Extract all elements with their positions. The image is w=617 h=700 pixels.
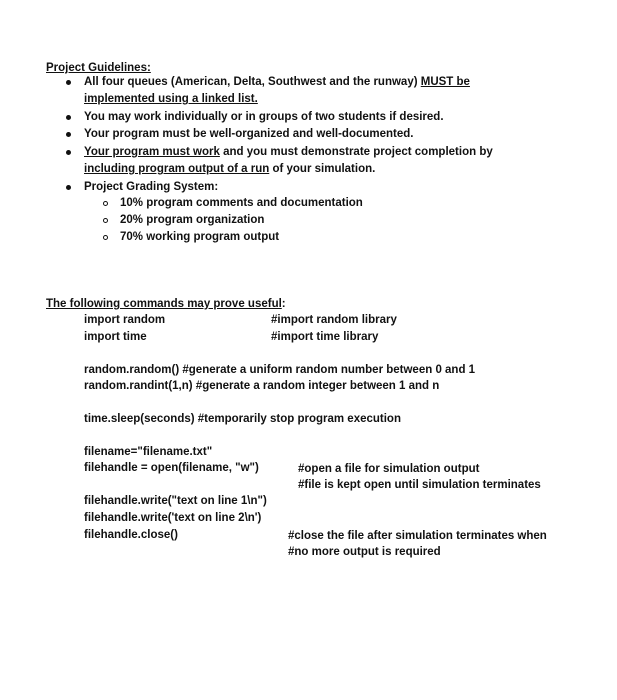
write-line-1: filehandle.write("text on line 1\n") bbox=[84, 495, 267, 507]
import-random-code: import random bbox=[84, 314, 166, 326]
bullet-3: Your program must be well-organized and well-documented. bbox=[84, 128, 414, 140]
bullet-marker bbox=[66, 132, 71, 137]
commands-heading-suffix: : bbox=[281, 298, 286, 310]
open-code: filehandle = open(filename, "w") bbox=[84, 462, 259, 474]
close-comment-2: #no more output is required bbox=[288, 546, 441, 558]
bullet-4-text-2: of your simulation. bbox=[269, 163, 376, 175]
bullet-1-line-1 bbox=[84, 75, 470, 89]
bullet-4-line-1 bbox=[84, 145, 493, 159]
bullet-5: Project Grading System: bbox=[84, 181, 219, 193]
grading-item-3: 70% working program output bbox=[120, 231, 280, 243]
guidelines-heading: Project Guidelines: bbox=[46, 62, 151, 74]
random-random-line: random.random() #generate a uniform random number between 0 and 1 bbox=[84, 364, 476, 376]
import-time-comment: #import time library bbox=[271, 331, 379, 343]
bullet-2: You may work individually or in groups of two students if desired. bbox=[84, 111, 444, 123]
import-time-code: import time bbox=[84, 331, 147, 343]
bullet-marker bbox=[66, 80, 71, 85]
commands-heading-line bbox=[46, 297, 286, 311]
random-randint-line: random.randint(1,n) #generate a random integer between 1 and n bbox=[84, 380, 440, 392]
close-comment-1: #close the file after simulation terminates when bbox=[288, 530, 547, 542]
bullet-4-emphasis-2: including program output of a run bbox=[84, 163, 270, 175]
sub-bullet-marker bbox=[103, 218, 108, 223]
commands-heading: The following commands may prove useful bbox=[46, 298, 282, 310]
bullet-4-line-2 bbox=[84, 162, 375, 176]
bullet-1-emphasis: MUST be bbox=[420, 76, 470, 88]
open-comment-2: #file is kept open until simulation terminates bbox=[298, 479, 541, 491]
grading-item-2: 20% program organization bbox=[120, 214, 265, 226]
bullet-4-text: and you must demonstrate project completion by bbox=[219, 146, 493, 158]
bullet-marker bbox=[66, 115, 71, 120]
bullet-1-text: All four queues (American, Delta, Southwest and the runway) bbox=[84, 76, 421, 88]
sub-bullet-marker bbox=[103, 201, 108, 206]
open-comment-1: #open a file for simulation output bbox=[298, 463, 480, 475]
filename-line: filename="filename.txt" bbox=[84, 446, 213, 458]
bullet-marker bbox=[66, 185, 71, 190]
time-sleep-line: time.sleep(seconds) #temporarily stop program execution bbox=[84, 413, 401, 425]
write-line-2: filehandle.write('text on line 2\n') bbox=[84, 512, 262, 524]
bullet-marker bbox=[66, 150, 71, 155]
import-random-comment: #import random library bbox=[271, 314, 397, 326]
close-code: filehandle.close() bbox=[84, 529, 178, 541]
bullet-4-emphasis: Your program must work bbox=[84, 146, 220, 158]
grading-item-1: 10% program comments and documentation bbox=[120, 197, 363, 209]
sub-bullet-marker bbox=[103, 235, 108, 240]
bullet-1-line-2: implemented using a linked list. bbox=[84, 93, 258, 105]
